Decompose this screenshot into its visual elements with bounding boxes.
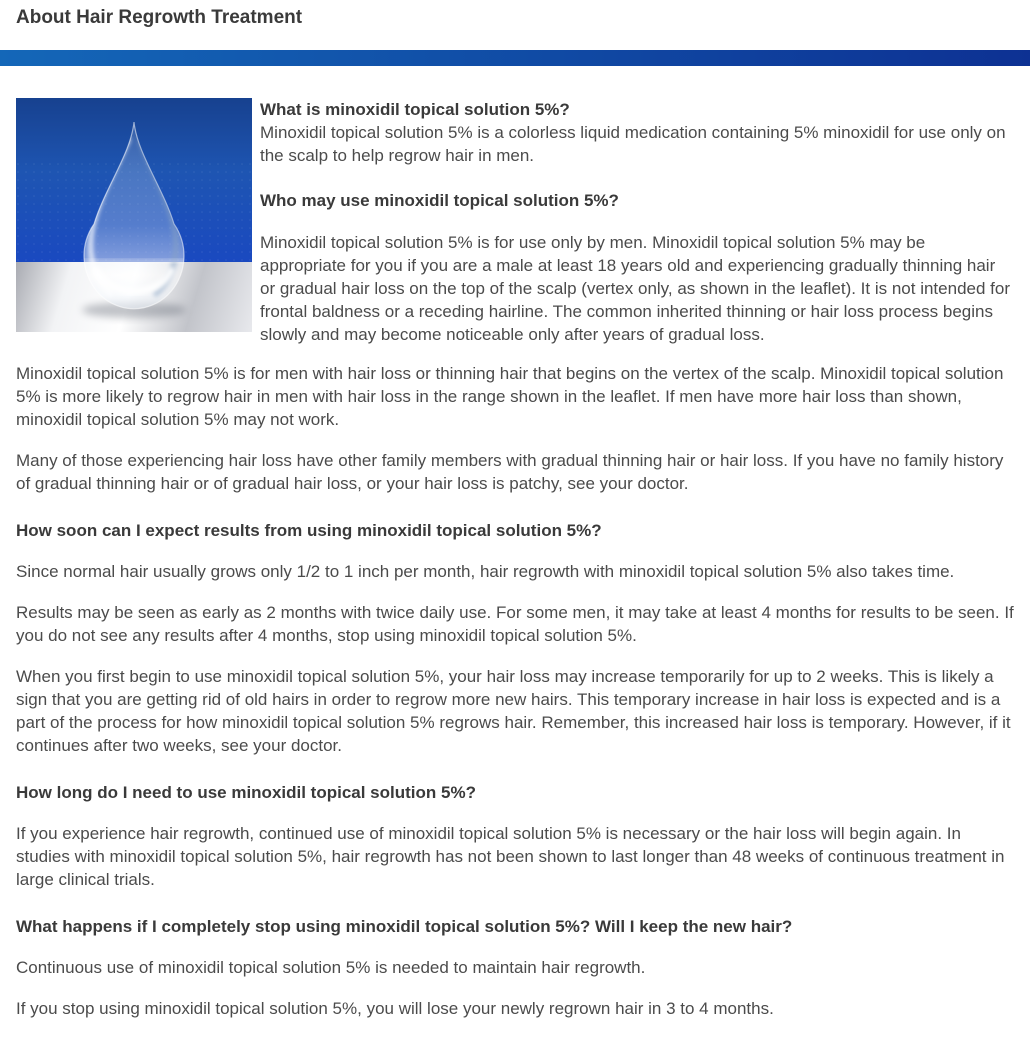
faq-section-stop-using <box>16 915 1014 1020</box>
faq-paragraph: When you first begin to use minoxidil topical solution 5%, your hair loss may increase temporarily for up to 2 weeks. This is likely a sign that you are getting rid of old hairs in order to regrow more new hairs. This temporary increase in hair loss is expected and is a part of the process for how minoxidil topical solution 5% regrows hair. Remember, this increased hair loss is temporary. However, if it continues after two weeks, see your doctor. <box>16 667 1011 755</box>
divider-bar <box>0 50 1030 66</box>
page-title: About Hair Regrowth Treatment <box>16 7 303 28</box>
body-paragraph: Minoxidil topical solution 5% is for men with hair loss or thinning hair that begins on the vertex of the scalp. Minoxidil topical solution 5% is more likely to regrow hair in men with hair loss in the range shown in the leaflet. If men have more hair loss than shown, minoxidil topical solution 5% may not work. <box>16 364 1004 429</box>
water-droplet-image <box>16 98 252 332</box>
faq-paragraph: If you experience hair regrowth, continued use of minoxidil topical solution 5% is necessary or the hair loss will begin again. In studies with minoxidil topical solution 5%, hair regrowth has not been shown to last longer than 48 weeks of continuous treatment in large clinical trials. <box>16 824 1005 889</box>
content-area <box>0 98 1030 1056</box>
faq-heading-stop-using: What happens if I completely stop using minoxidil topical solution 5%? Will I keep the new hair? <box>16 917 793 936</box>
faq-heading-how-soon: How soon can I expect results from using minoxidil topical solution 5%? <box>16 521 602 540</box>
page <box>0 7 1030 1056</box>
water-droplet-illustration <box>16 98 252 332</box>
faq-paragraph: Minoxidil topical solution 5% is for use only by men. Minoxidil topical solution 5% may be appropriate for you if you are a male at least 18 years old and experiencing gradually thinning hair or gradual hair loss on the top of the scalp (vertex only, as shown in the leaflet). It is not intended for frontal baldness or a receding hairline. The common inherited thinning or hair loss process begins slowly and may become noticeable only after years of gradual loss. <box>260 233 1010 344</box>
faq-paragraph: If you stop using minoxidil topical solution 5%, you will lose your newly regrown hair in 3 to 4 months. <box>16 999 774 1018</box>
faq-paragraph: Since normal hair usually grows only 1/2 to 1 inch per month, hair regrowth with minoxidil topical solution 5% also takes time. <box>16 562 955 581</box>
faq-section-how-soon <box>16 519 1014 757</box>
intro-text-column <box>260 98 1014 346</box>
faq-paragraph: Results may be seen as early as 2 months with twice daily use. For some men, it may take at least 4 months for results to be seen. If you do not see any results after 4 months, stop using minoxidil topical solution 5%. <box>16 603 1014 645</box>
faq-paragraph: Minoxidil topical solution 5% is a colorless liquid medication containing 5% minoxidil for use only on the scalp to help regrow hair in men. <box>260 123 1006 165</box>
intro-section <box>16 98 1014 346</box>
faq-heading-how-long: How long do I need to use minoxidil topical solution 5%? <box>16 783 476 802</box>
faq-heading-what-is: What is minoxidil topical solution 5%? <box>260 100 570 119</box>
faq-section-how-long <box>16 781 1014 891</box>
faq-heading-who-may-use: Who may use minoxidil topical solution 5%? <box>260 191 619 210</box>
faq-paragraph: Continuous use of minoxidil topical solution 5% is needed to maintain hair regrowth. <box>16 958 646 977</box>
body-paragraph: Many of those experiencing hair loss have other family members with gradual thinning hair or hair loss. If you have no family history of gradual thinning hair or of gradual hair loss, or your hair loss is patchy, see your doctor. <box>16 451 1004 493</box>
